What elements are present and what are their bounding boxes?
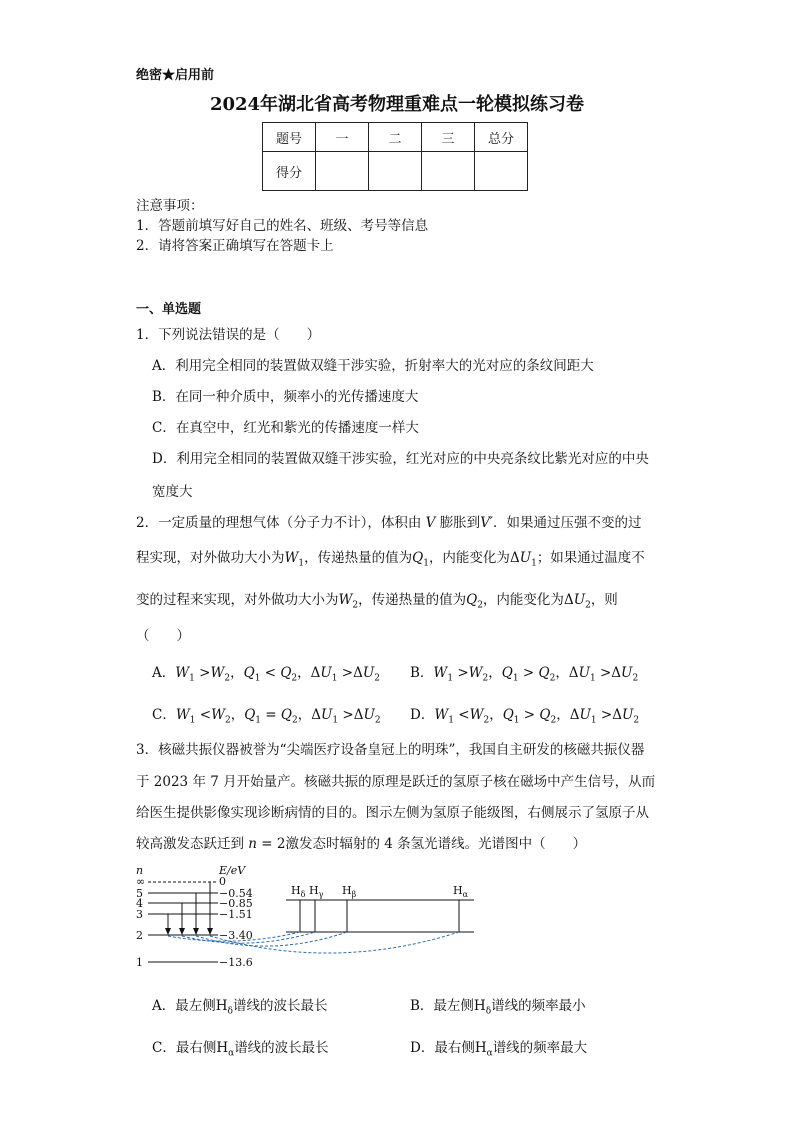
score-cell[interactable] [475, 152, 528, 191]
page-title: 2024年湖北省高考物理重难点一轮模拟练习卷 [209, 94, 585, 115]
e-axis-label: E/eV [219, 864, 246, 877]
level-e: −13.6 [219, 956, 253, 969]
score-header-cell: 一 [316, 123, 369, 152]
notes-heading: 注意事项： [136, 198, 204, 214]
level-n: 1 [136, 956, 143, 969]
score-header-cell: 二 [369, 123, 422, 152]
hydrogen-energy-diagram [130, 862, 480, 974]
q2-line3: 变的过程来实现，对外做功大小为$W_2$，传递热量的值为$Q_2$，内能变化为$\Delta U_2$，则 [136, 592, 618, 611]
q1-stem: 1．下列说法错误的是（ ） [136, 327, 321, 343]
level-n: 2 [136, 929, 143, 942]
q2-option-c[interactable]: C．$W_1 <W_2$，$Q_1 = Q_2$，$\Delta U_1 >\Delta U_2$ [152, 707, 381, 726]
q2-line4: （ ） [136, 628, 190, 644]
arrow-head [165, 928, 171, 935]
arrow-head [193, 928, 199, 935]
q3-option-c[interactable]: C．最右侧$H_\alpha$谱线的波长最长 [152, 1040, 329, 1059]
q3-line4: 较高激发态跃迁到 n = 2激发态时辐射的 4 条氢光谱线。光谱图中（ ） [136, 836, 587, 852]
note-item: 1．答题前填写好自己的姓名、班级、考号等信息 [136, 218, 429, 234]
q2-option-b[interactable]: B．$W_1 >W_2$，$Q_1 > Q_2$，$\Delta U_1 >\Delta U_2$ [410, 665, 639, 684]
q2-option-a[interactable]: A．$W_1 >W_2$，$Q_1 < Q_2$，$\Delta U_1 >\Delta U_2$ [152, 665, 380, 684]
score-header-cell: 题号 [263, 123, 316, 152]
q1-option-d[interactable]: D．利用完全相同的装置做双缝干涉实验，红光对应的中央亮条纹比紫光对应的中央 [152, 451, 649, 467]
line-label-delta: $H_\delta$ [291, 884, 306, 899]
level-e: −1.51 [219, 908, 253, 921]
q1-option-b[interactable]: B．在同一种介质中，频率小的光传播速度大 [152, 389, 419, 405]
score-cell[interactable] [316, 152, 369, 191]
line-label-gamma: $H_\gamma$ [309, 884, 324, 899]
note-item: 2．请将答案正确填写在答题卡上 [136, 238, 334, 254]
q3-option-d[interactable]: D．最右侧$H_\alpha$谱线的频率最大 [410, 1040, 588, 1059]
q1-option-d-cont: 宽度大 [152, 484, 193, 500]
q2-line1: 2．一定质量的理想气体（分子力不计），体积由 V 膨胀到V′．如果通过压强不变的过 [136, 515, 642, 531]
line-label-beta: $H_\beta$ [342, 884, 357, 899]
score-header-cell: 总分 [475, 123, 528, 152]
q3-line1: 3．核磁共振仪器被誉为“尖端医疗设备皇冠上的明珠”，我国自主研发的核磁共振仪器 [136, 742, 645, 758]
score-row-label: 得分 [263, 152, 316, 191]
q1-option-a[interactable]: A．利用完全相同的装置做双缝干涉实验，折射率大的光对应的条纹间距大 [152, 358, 594, 374]
section-heading: 一、单选题 [136, 302, 202, 317]
level-e: −0.54 [219, 887, 253, 900]
q3-option-b[interactable]: B．最左侧$H_\delta$谱线的频率最小 [410, 998, 586, 1017]
q2-option-d[interactable]: D．$W_1 <W_2$，$Q_1 > Q_2$，$\Delta U_1 >\Delta U_2$ [410, 707, 640, 726]
score-cell[interactable] [422, 152, 475, 191]
level-n: 5 [136, 887, 143, 900]
n-axis-label: n [136, 864, 144, 877]
q3-option-a[interactable]: A．最左侧$H_\delta$谱线的波长最长 [152, 998, 328, 1017]
q3-line3: 给医生提供影像实现诊断病情的目的。图示左侧为氢原子能级图，右侧展示了氢原子从 [136, 805, 649, 821]
q3-line2: 于 2023 年 7 月开始量产。核磁共振的原理是跃迁的氢原子核在磁场中产生信号，从而 [136, 774, 656, 790]
level-e: −3.40 [219, 929, 253, 942]
level-e: −0.85 [219, 897, 253, 910]
line-label-alpha: $H_\alpha$ [453, 884, 468, 899]
secret-label: 绝密★启用前 [136, 68, 215, 83]
level-n: 4 [136, 897, 143, 910]
score-table [262, 122, 528, 191]
arrow-head [179, 928, 185, 935]
level-n: 3 [136, 908, 143, 921]
level-n: ∞ [136, 875, 146, 888]
score-cell[interactable] [369, 152, 422, 191]
q1-option-c[interactable]: C．在真空中，红光和紫光的传播速度一样大 [152, 420, 419, 436]
arrow-head [207, 928, 213, 935]
q2-line2: 程实现，对外做功大小为$W_1$，传递热量的值为$Q_1$，内能变化为$\Delta U_1$；如果通过温度不 [136, 550, 645, 569]
level-e: 0 [219, 875, 226, 888]
score-header-cell: 三 [422, 123, 475, 152]
